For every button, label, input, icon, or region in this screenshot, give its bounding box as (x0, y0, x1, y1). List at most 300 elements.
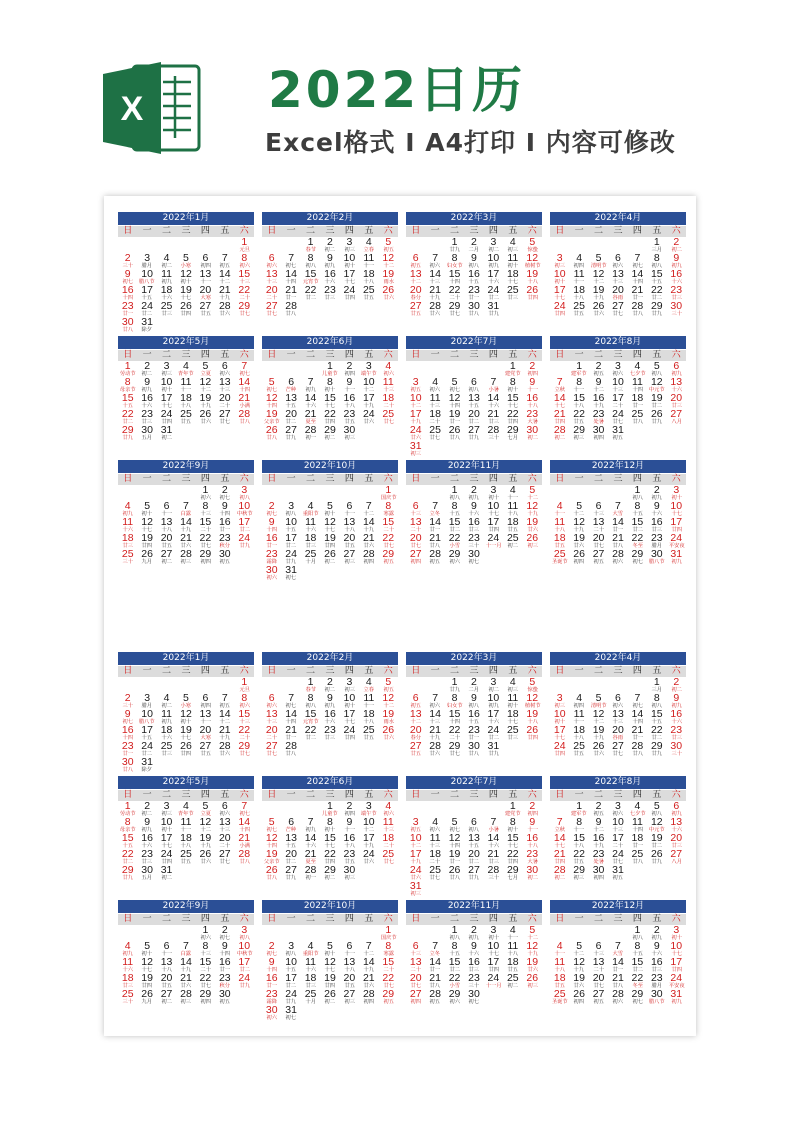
day-cell (215, 973, 234, 989)
day-cell (262, 301, 281, 317)
weekday-label: 二 (162, 914, 172, 924)
lunar-label: 初五 (219, 559, 231, 565)
day-cell (118, 501, 137, 517)
day-number: 15 (631, 517, 644, 528)
weekday-label: 一 (430, 350, 440, 360)
lunar-label: 十三 (429, 403, 441, 409)
day-cell (379, 709, 398, 725)
weekday-label: 二 (594, 790, 604, 800)
lunar-label: 立冬 (429, 511, 441, 517)
lunar-label: 十三 (612, 387, 624, 393)
day-cell (523, 393, 542, 409)
day-cell (608, 941, 627, 957)
lunar-label: 十七 (344, 719, 355, 725)
weekday-label: 二 (306, 474, 316, 484)
day-cell (628, 361, 647, 377)
empty-cell (215, 237, 234, 253)
day-cell (550, 393, 569, 409)
day-cell (523, 693, 542, 709)
day-cell (196, 409, 215, 425)
lunar-label: 儿童节 (322, 811, 338, 817)
empty-cell (281, 925, 300, 941)
month-block (118, 460, 254, 584)
weekday-label: 三 (325, 666, 335, 676)
day-cell (379, 693, 398, 709)
day-number: 25 (506, 973, 519, 984)
day-cell (235, 301, 254, 317)
empty-cell (262, 677, 281, 693)
lunar-label: 廿八 (429, 983, 441, 989)
day-cell (196, 269, 215, 285)
day-cell (569, 501, 588, 517)
day-cell (196, 989, 215, 1005)
day-number: 9 (346, 377, 353, 388)
empty-cell (262, 237, 281, 253)
weekday-row (118, 350, 254, 361)
day-cell (647, 285, 666, 301)
day-cell (137, 361, 156, 377)
lunar-label: 大寒 (200, 735, 211, 741)
lunar-label: 十一月 (485, 543, 502, 549)
day-number: 28 (429, 989, 441, 1000)
day-number: 6 (346, 501, 353, 512)
day-number: 2 (124, 693, 131, 704)
lunar-label: 初三 (410, 451, 421, 457)
lunar-label: 十七 (161, 403, 172, 409)
weekday-label: 四 (344, 666, 354, 676)
lunar-label: 初一 (305, 875, 316, 881)
day-cell (196, 301, 215, 317)
day-number: 20 (343, 973, 356, 984)
day-number: 16 (468, 517, 480, 528)
day-cell (628, 973, 647, 989)
lunar-label: 十五 (285, 843, 297, 849)
day-cell (176, 989, 195, 1005)
day-cell (176, 833, 195, 849)
day-cell (464, 501, 483, 517)
day-number: 9 (595, 377, 602, 388)
lunar-label: 廿九 (285, 875, 297, 881)
day-cell (406, 741, 425, 757)
weekday-label: 五 (364, 226, 374, 236)
day-number: 29 (382, 549, 395, 560)
day-cell (628, 693, 647, 709)
day-number: 3 (163, 801, 170, 812)
day-number: 24 (487, 533, 500, 544)
day-number: 28 (553, 425, 566, 436)
day-grid (550, 361, 686, 441)
day-cell (262, 565, 281, 581)
empty-cell (320, 925, 339, 941)
day-number: 20 (409, 533, 422, 544)
lunar-label: 初八 (285, 511, 297, 517)
weekday-label: 一 (142, 474, 152, 484)
day-number: 23 (343, 849, 356, 860)
day-cell (235, 285, 254, 301)
day-cell (262, 725, 281, 741)
empty-cell (157, 485, 176, 501)
empty-cell (301, 801, 320, 817)
day-number: 6 (221, 361, 228, 372)
day-number: 25 (506, 533, 519, 544)
lunar-label: 初十 (344, 703, 355, 709)
lunar-label: 初八 (285, 951, 297, 957)
day-number: 12 (573, 957, 585, 968)
lunar-label: 十五 (449, 951, 460, 957)
lunar-label: 十七 (324, 843, 336, 849)
day-number: 6 (163, 941, 170, 952)
lunar-label: 十六 (305, 527, 316, 533)
day-number: 26 (265, 425, 278, 436)
day-cell (215, 409, 234, 425)
day-number: 22 (199, 533, 212, 544)
day-cell (379, 409, 398, 425)
day-cell (196, 253, 215, 269)
day-number: 2 (221, 485, 228, 496)
lunar-label: 廿一 (632, 295, 643, 301)
day-cell (464, 973, 483, 989)
day-number: 14 (218, 709, 231, 720)
lunar-label: 廿九 (651, 419, 663, 425)
day-cell (503, 709, 522, 725)
month-block (118, 900, 254, 1024)
day-number: 28 (180, 989, 192, 1000)
lunar-label: 妇女节 (446, 703, 463, 709)
day-cell (301, 817, 320, 833)
day-cell (176, 941, 195, 957)
lunar-label: 八月 (671, 419, 682, 425)
lunar-label: 廿一 (122, 751, 133, 757)
lunar-label: 初二 (161, 999, 172, 1005)
lunar-label: 十七 (180, 735, 192, 741)
lunar-label: 初九 (122, 511, 133, 517)
day-number: 3 (490, 485, 497, 496)
lunar-label: 初四 (344, 371, 355, 377)
lunar-label: 十一 (507, 495, 519, 501)
lunar-label: 十九 (200, 843, 211, 849)
day-number: 10 (238, 941, 251, 952)
lunar-label: 十五 (285, 527, 297, 533)
day-number: 4 (509, 237, 516, 248)
day-number: 21 (285, 285, 297, 296)
lunar-label: 立春 (363, 247, 375, 253)
day-number: 17 (362, 393, 375, 404)
weekday-label: 六 (239, 350, 249, 360)
day-cell (340, 253, 359, 269)
lunar-label: 初十 (507, 703, 519, 709)
day-cell (425, 817, 444, 833)
day-number: 17 (141, 285, 153, 296)
day-cell (550, 693, 569, 709)
day-cell (425, 517, 444, 533)
lunar-label: 初九 (651, 935, 663, 941)
lunar-label: 芒种 (285, 387, 297, 393)
day-number: 10 (670, 501, 683, 512)
day-number: 13 (343, 957, 356, 968)
day-cell (215, 393, 234, 409)
lunar-label: 廿三 (671, 403, 682, 409)
day-number: 16 (592, 833, 605, 844)
lunar-label: 十二 (593, 719, 604, 725)
day-cell (628, 833, 647, 849)
day-cell (340, 941, 359, 957)
day-number: 6 (202, 693, 209, 704)
lunar-label: 廿三 (324, 295, 336, 301)
day-cell (406, 377, 425, 393)
empty-cell (157, 237, 176, 253)
day-cell (608, 709, 627, 725)
lunar-label: 廿四 (344, 295, 355, 301)
day-number: 5 (202, 801, 209, 812)
day-number: 31 (285, 565, 297, 576)
day-cell (667, 989, 686, 1005)
day-number: 6 (163, 501, 170, 512)
day-cell (262, 693, 281, 709)
lunar-label: 廿九 (285, 559, 297, 565)
lunar-label: 初九 (324, 263, 336, 269)
day-number: 12 (592, 269, 605, 280)
day-cell (215, 361, 234, 377)
day-number: 27 (218, 409, 231, 420)
lunar-label: 初二 (324, 559, 336, 565)
lunar-label: 初二 (324, 247, 336, 253)
day-number: 1 (385, 925, 392, 936)
day-cell (464, 517, 483, 533)
day-number: 7 (221, 693, 228, 704)
day-cell (406, 441, 425, 457)
lunar-label: 十二 (527, 495, 538, 501)
lunar-label: 十三 (612, 279, 624, 285)
day-number: 18 (160, 725, 173, 736)
day-cell (196, 361, 215, 377)
weekday-label: 一 (142, 226, 152, 236)
day-cell (503, 425, 522, 441)
lunar-label: 初七 (219, 935, 231, 941)
day-number: 14 (285, 269, 297, 280)
lunar-label: 廿七 (239, 311, 250, 317)
day-cell (176, 725, 195, 741)
day-cell (379, 989, 398, 1005)
lunar-label: 十四 (122, 295, 133, 301)
day-cell (137, 393, 156, 409)
lunar-label: 廿二 (651, 735, 663, 741)
day-number: 6 (595, 941, 602, 952)
lunar-label: 十五 (285, 967, 297, 973)
day-cell (589, 409, 608, 425)
lunar-label: 八月 (671, 859, 682, 865)
lunar-label: 廿六 (410, 435, 421, 441)
day-cell (281, 253, 300, 269)
day-number: 15 (650, 709, 663, 720)
lunar-label: 初七 (449, 387, 460, 393)
day-cell (550, 501, 569, 517)
empty-cell (196, 677, 215, 693)
day-cell (406, 517, 425, 533)
lunar-label: 十八 (573, 403, 585, 409)
day-number: 7 (307, 817, 314, 828)
day-number: 3 (490, 925, 497, 936)
day-cell (262, 741, 281, 757)
lunar-label: 十九 (527, 951, 538, 957)
lunar-label: 二十 (266, 295, 277, 301)
weekday-label: 四 (344, 790, 354, 800)
day-cell (320, 517, 339, 533)
weekday-label: 三 (469, 666, 479, 676)
day-number: 26 (592, 301, 605, 312)
day-number: 22 (573, 409, 585, 420)
day-number: 21 (553, 849, 566, 860)
lunar-label: 十四 (449, 719, 460, 725)
lunar-label: 廿六 (527, 967, 538, 973)
day-number: 5 (653, 361, 660, 372)
lunar-label: 廿二 (632, 967, 643, 973)
day-number: 23 (670, 285, 683, 296)
day-cell (176, 409, 195, 425)
lunar-label: 二月 (468, 247, 480, 253)
day-cell (359, 285, 378, 301)
day-number: 12 (324, 957, 336, 968)
lunar-label: 初九 (468, 495, 480, 501)
lunar-label: 十五 (285, 403, 297, 409)
lunar-label: 十六 (488, 279, 499, 285)
day-cell (569, 849, 588, 865)
day-cell (484, 709, 503, 725)
day-number: 24 (553, 301, 566, 312)
lunar-label: 春节 (305, 247, 316, 253)
day-number: 31 (141, 317, 153, 328)
day-number: 2 (471, 485, 477, 496)
day-cell (196, 957, 215, 973)
lunar-label: 初四 (410, 999, 421, 1005)
day-cell (281, 393, 300, 409)
day-number: 22 (448, 533, 461, 544)
day-cell (628, 533, 647, 549)
lunar-label: 霜降 (266, 999, 277, 1005)
lunar-label: 初十 (671, 935, 682, 941)
lunar-label: 初十 (488, 495, 499, 501)
day-number: 25 (631, 849, 644, 860)
day-number: 24 (238, 533, 251, 544)
lunar-label: 初三 (161, 811, 172, 817)
lunar-label: 十六 (651, 511, 663, 517)
lunar-label: 十六 (651, 951, 663, 957)
day-number: 26 (180, 741, 192, 752)
day-cell (523, 237, 542, 253)
day-number: 19 (650, 833, 663, 844)
day-cell (569, 549, 588, 565)
day-number: 26 (141, 549, 153, 560)
lunar-label: 青年节 (178, 811, 194, 817)
day-cell (425, 533, 444, 549)
day-number: 27 (670, 849, 683, 860)
lunar-label: 初二 (324, 687, 336, 693)
lunar-label: 十六 (305, 967, 316, 973)
day-number: 23 (343, 409, 356, 420)
day-cell (281, 725, 300, 741)
day-cell (464, 533, 483, 549)
logo-letter: X (120, 90, 144, 128)
day-number: 7 (365, 501, 372, 512)
day-number: 8 (202, 941, 209, 952)
day-number: 5 (385, 237, 392, 248)
day-number: 28 (218, 741, 231, 752)
lunar-label: 初六 (429, 387, 441, 393)
weekday-label: 六 (527, 350, 537, 360)
lunar-label: 初五 (410, 263, 421, 269)
day-cell (484, 533, 503, 549)
empty-cell (550, 677, 569, 693)
lunar-label: 十八 (527, 279, 538, 285)
day-number: 12 (265, 393, 278, 404)
empty-cell (281, 237, 300, 253)
lunar-label: 国庆节 (380, 935, 397, 941)
day-number: 31 (409, 441, 422, 452)
day-number: 19 (265, 409, 278, 420)
day-number: 22 (650, 285, 663, 296)
lunar-label: 初八 (239, 495, 250, 501)
lunar-label: 廿八 (266, 875, 277, 881)
day-number: 11 (382, 377, 394, 388)
day-number: 31 (141, 757, 153, 768)
day-grid (262, 361, 398, 441)
weekday-label: 六 (671, 790, 681, 800)
day-cell (608, 801, 627, 817)
day-cell (628, 709, 647, 725)
lunar-label: 小暑 (488, 827, 499, 833)
weekday-label: 一 (286, 350, 296, 360)
lunar-label: 廿五 (344, 983, 355, 989)
empty-cell (425, 801, 444, 817)
day-number: 24 (409, 425, 422, 436)
day-cell (608, 301, 627, 317)
weekday-label: 四 (488, 914, 498, 924)
day-number: 25 (506, 285, 519, 296)
day-number: 30 (265, 1005, 278, 1016)
lunar-label: 十六 (488, 719, 499, 725)
lunar-label: 廿六 (383, 295, 394, 301)
day-number: 12 (448, 833, 461, 844)
lunar-label: 廿五 (573, 311, 585, 317)
lunar-label: 初四 (200, 999, 211, 1005)
lunar-label: 廿五 (573, 751, 585, 757)
day-cell (667, 849, 686, 865)
lunar-label: 初十 (344, 263, 355, 269)
lunar-label: 初六 (239, 263, 250, 269)
lunar-label: 初五 (429, 999, 441, 1005)
lunar-label: 惊蛰 (527, 247, 538, 253)
lunar-label: 十月 (305, 559, 316, 565)
lunar-label: 重阳节 (302, 951, 319, 957)
day-number: 26 (573, 549, 585, 560)
day-cell (464, 925, 483, 941)
day-cell (157, 725, 176, 741)
day-cell (281, 989, 300, 1005)
day-cell (196, 817, 215, 833)
lunar-label: 十三 (219, 387, 231, 393)
day-number: 4 (385, 801, 392, 812)
day-cell (281, 301, 300, 317)
day-cell (503, 801, 522, 817)
lunar-label: 廿七 (612, 311, 624, 317)
day-cell (523, 409, 542, 425)
lunar-label: 十四 (449, 403, 460, 409)
day-number: 19 (141, 533, 153, 544)
empty-cell (118, 677, 137, 693)
day-cell (379, 517, 398, 533)
lunar-label: 十三 (219, 827, 231, 833)
lunar-label: 廿六 (363, 983, 375, 989)
day-cell (550, 817, 569, 833)
